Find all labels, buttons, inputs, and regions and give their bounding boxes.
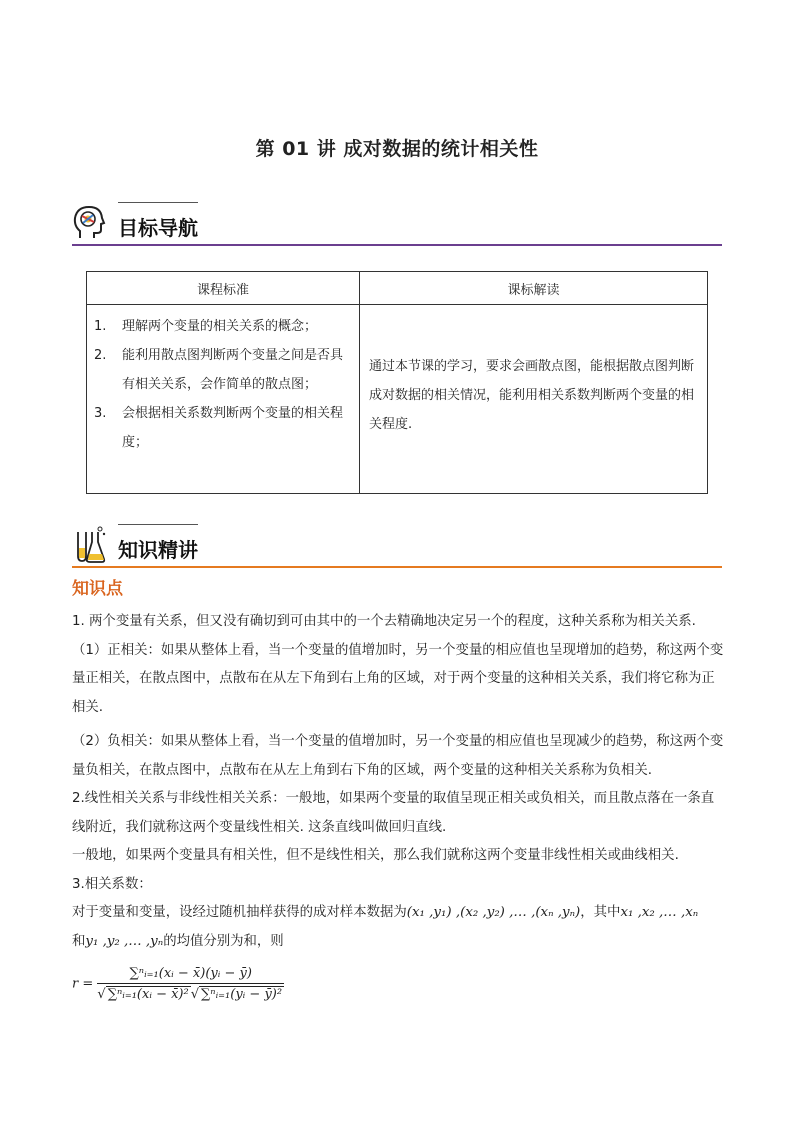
formula-fraction <box>97 966 284 1002</box>
paragraph: 2.线性相关关系与非线性相关关系：一般地，如果两个变量的取值呈现正相关或负相关，而且散点落在一条直线附近，我们就称这两个变量线性相关. 这条直线叫做回归直线. <box>72 791 715 835</box>
curriculum-table <box>86 271 708 494</box>
paragraph: （1）正相关：如果从整体上看，当一个变量的值增加时，另一个变量的相应值也呈现增加的趋势，称这两个变量正相关，在散点图中，点散布在从左下角到右上角的区域，对于两个变量的这种相关关系，我们将它称为正相关. <box>72 642 724 715</box>
section-rule <box>72 566 722 568</box>
section-top-rule <box>118 202 198 203</box>
goals-list <box>88 306 358 457</box>
paragraph: 对于变量和变量，设经过随机抽样获得的成对样本数据为(x₁ ,y₁) ,(x₂ ,y₂) ,… ,(xₙ ,yₙ)，其中x₁ ,x₂ ,… ,xₙ <box>72 905 699 920</box>
knowledge-point-heading: 知识点 <box>72 579 123 599</box>
paragraph: 一般地，如果两个变量具有相关性，但不是线性相关，那么我们就称这两个变量非线性相关或曲线相关. <box>72 848 679 863</box>
interpretation-cell <box>360 305 708 494</box>
list-item: 3. 会根据相关系数判断两个变量的相关程度； <box>94 406 344 450</box>
section-rule <box>72 244 722 246</box>
y-values: y₁ ,y₂ ,… ,yₙ <box>85 933 164 949</box>
flask-icon <box>72 526 106 564</box>
correlation-formula <box>72 966 284 1002</box>
formula-lhs: r = <box>72 976 94 992</box>
section-title: 目标导航 <box>118 216 198 240</box>
interpretation-text: 通过本节课的学习，要求会画散点图，能根据散点图判断成对数据的相关情况，能利用相关系数判断两个变量的相关程度. <box>369 359 695 432</box>
list-item: 1. 理解两个变量的相关关系的概念； <box>94 319 318 334</box>
paragraph: 3.相关系数： <box>72 876 152 892</box>
knowledge-body <box>72 608 724 956</box>
paragraph: （2）负相关：如果从整体上看，当一个变量的值增加时，另一个变量的相应值也呈现减少的趋势，称这两个变量负相关，在散点图中，点散布在从左上角到右下角的区域，两个变量的这种相关关系称为负相关. <box>72 734 724 778</box>
paragraph: 1. 两个变量有关系，但又没有确切到可由其中的一个去精确地决定另一个的程度，这种关系称为相关关系. <box>72 614 696 629</box>
section-top-rule <box>118 524 198 525</box>
section-header-knowledge <box>72 524 722 568</box>
header-interpretation: 课标解读 <box>360 272 708 305</box>
header-standard: 课程标准 <box>87 272 360 305</box>
standards-cell <box>87 305 360 494</box>
formula-denominator: √ ∑ⁿᵢ₌₁(xᵢ − x̄)² √ ∑ⁿᵢ₌₁(yᵢ − ȳ)² <box>97 987 283 1002</box>
section-header-goals <box>72 202 722 246</box>
sample-pairs: (x₁ ,y₁) ,(x₂ ,y₂) ,… ,(xₙ ,yₙ) <box>406 905 581 920</box>
section-title: 知识精讲 <box>118 538 198 562</box>
list-item: 2. 能利用散点图判断两个变量之间是否具有相关关系，会作简单的散点图； <box>94 348 344 392</box>
head-gears-icon <box>72 204 106 242</box>
formula-numerator: ∑ⁿᵢ₌₁(xᵢ − x̄)(yᵢ − ȳ) <box>97 966 284 984</box>
page-title: 第 01 讲 成对数据的统计相关性 <box>255 138 539 160</box>
paragraph: 和y₁ ,y₂ ,… ,yₙ的均值分别为和，则 <box>72 933 284 949</box>
x-values: x₁ ,x₂ ,… ,xₙ <box>620 905 699 920</box>
